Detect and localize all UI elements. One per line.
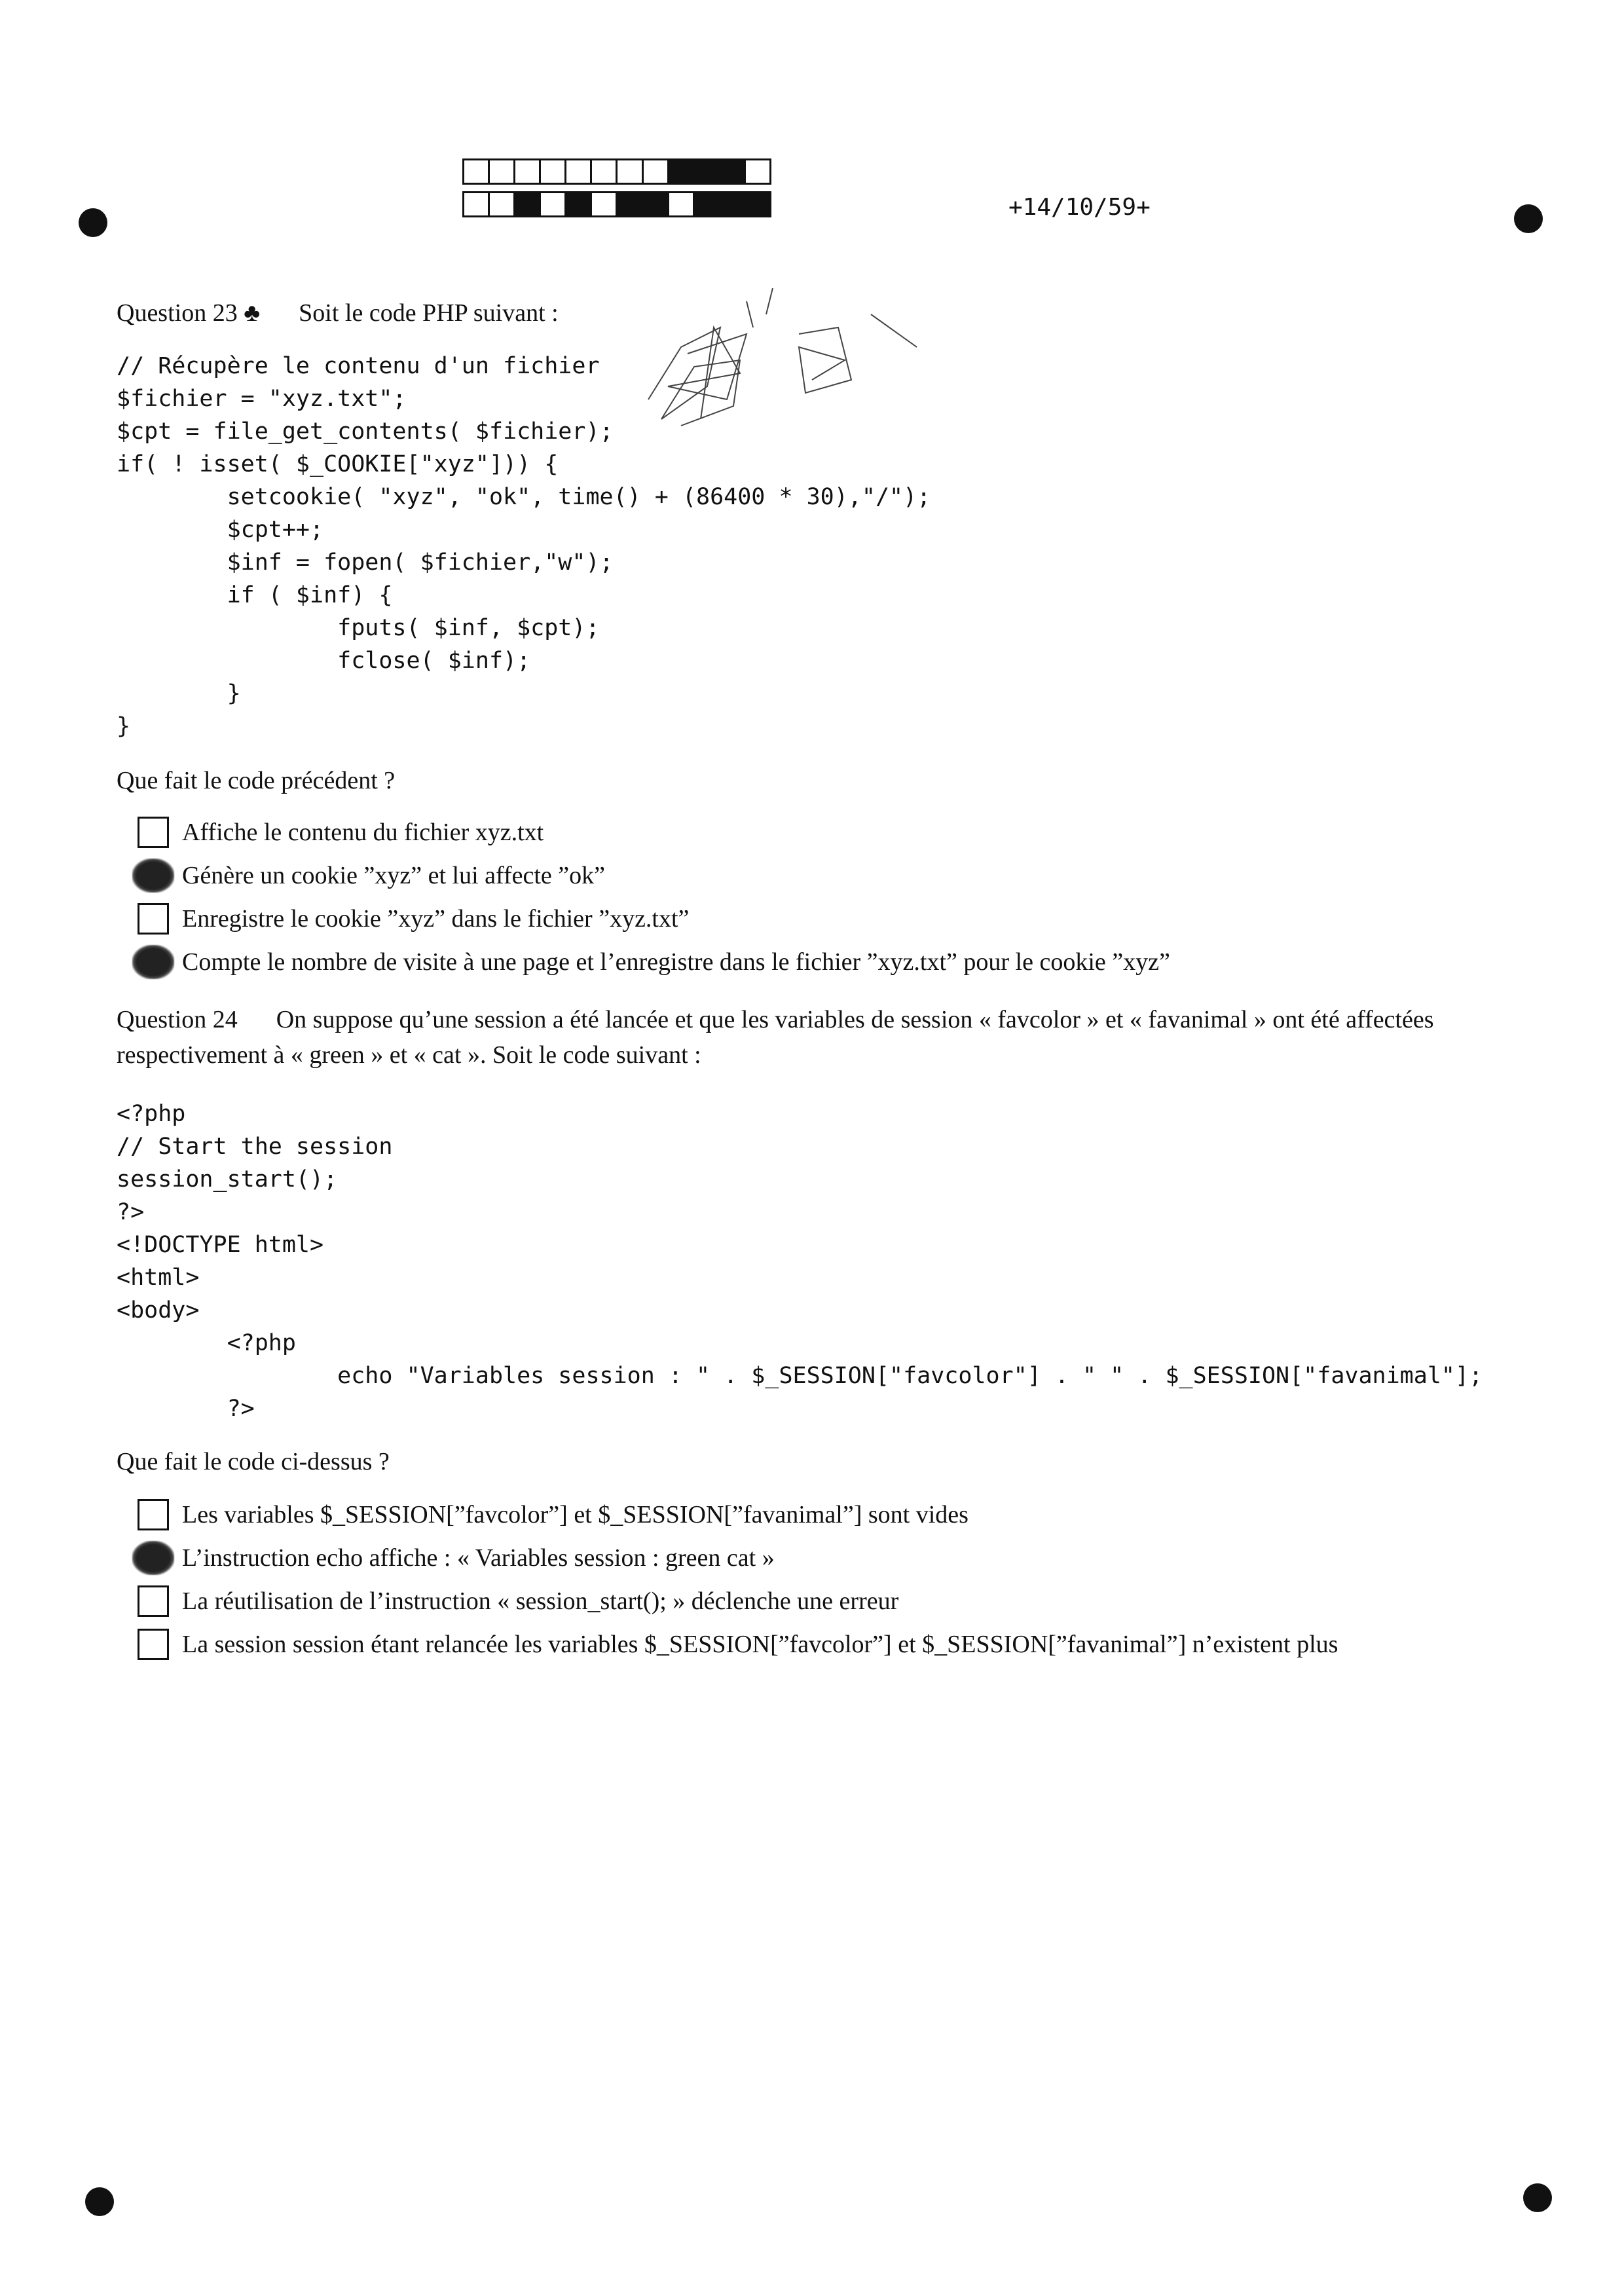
barcode-cell — [592, 193, 618, 215]
barcode-cell — [618, 193, 643, 215]
barcode-cell — [490, 160, 515, 183]
registration-mark-bottom-left — [85, 2187, 114, 2216]
q24-checkbox-4[interactable] — [138, 1629, 169, 1660]
q23-answer-1-text: Affiche le contenu du fichier xyz.txt — [182, 819, 544, 846]
q23-checkbox-1[interactable] — [138, 817, 169, 848]
barcode-cell — [720, 193, 746, 215]
q24-checkbox-3[interactable] — [138, 1585, 169, 1617]
q23-checkbox-2[interactable] — [132, 859, 175, 893]
barcode-cell — [746, 160, 769, 183]
barcode-cell — [669, 160, 695, 183]
barcode-cell — [644, 160, 669, 183]
q23-answers — [138, 811, 1170, 984]
club-icon: ♣ — [244, 299, 261, 327]
q24-checkbox-1[interactable] — [138, 1499, 169, 1530]
q23-checkbox-3[interactable] — [138, 903, 169, 935]
barcode-row-1 — [462, 158, 771, 185]
barcode-cell — [695, 160, 720, 183]
registration-mark-top-left — [79, 208, 107, 237]
q23-heading — [117, 299, 559, 327]
barcode-cell — [746, 193, 769, 215]
q24-checkbox-2[interactable] — [132, 1541, 175, 1576]
barcode-cell — [720, 160, 746, 183]
barcode-cell — [644, 193, 669, 215]
q24-answer-1-text: Les variables $_SESSION[”favcolor”] et $_SESSION[”favanimal”] sont vides — [182, 1501, 969, 1528]
barcode-row-2 — [462, 191, 771, 217]
q23-code: // Récupère le contenu d'un fichier $fichier = "xyz.txt"; $cpt = file_get_contents( $fichier); if( ! isset( $_COOKIE["xyz"])) { setcookie( "xyz", "ok", time() + (86400 * 30),"/"); $cpt++; $inf = fopen( $fichier,"w"); if ( $inf) { fputs( $inf, $cpt); fclose( $inf); } } — [117, 353, 931, 739]
q23-answer-3[interactable] — [138, 897, 1170, 940]
barcode-cell — [669, 193, 695, 215]
barcode-cell — [618, 160, 643, 183]
q23-label: Question 23 — [117, 299, 238, 327]
q24-answer-2[interactable] — [138, 1536, 1338, 1580]
q23-answer-4-text: Compte le nombre de visite à une page et l’enregistre dans le fichier ”xyz.txt” pour le cookie ”xyz” — [182, 948, 1170, 976]
barcode-cell — [515, 193, 541, 215]
registration-mark-top-right — [1514, 204, 1543, 233]
q24-answers — [138, 1493, 1338, 1666]
q24-answer-1[interactable] — [138, 1493, 1338, 1536]
q24-label: Question 24 — [117, 1006, 238, 1033]
barcode-cell — [695, 193, 720, 215]
q23-answer-2-text: Génère un cookie ”xyz” et lui affecte ”ok” — [182, 862, 605, 889]
barcode-cell — [592, 160, 618, 183]
q24-answer-3-text: La réutilisation de l’instruction « session_start(); » déclenche une erreur — [182, 1587, 899, 1615]
q23-checkbox-4[interactable] — [132, 945, 175, 980]
q24-intro: On suppose qu’une session a été lancée et que les variables de session « favcolor » et « favanimal » ont été affectées respectivement à « green » et « cat ». Soit le code suivant : — [117, 1006, 1434, 1069]
q23-answer-4[interactable] — [138, 940, 1170, 984]
barcode-cell — [566, 160, 592, 183]
q23-answer-3-text: Enregistre le cookie ”xyz” dans le fichier ”xyz.txt” — [182, 905, 690, 933]
q24-answer-4-text: La session session étant relancée les variables $_SESSION[”favcolor”] et $_SESSION[”favanimal”] n’existent plus — [182, 1631, 1338, 1658]
q24-answer-2-text: L’instruction echo affiche : « Variables session : green cat » — [182, 1544, 775, 1572]
barcode-cell — [566, 193, 592, 215]
barcode-cell — [541, 160, 566, 183]
barcode-cell — [464, 193, 490, 215]
page-id: +14/10/59+ — [1008, 194, 1151, 221]
q24-prompt: Que fait le code ci-dessus ? — [117, 1448, 390, 1475]
barcode-cell — [515, 160, 541, 183]
q24-answer-4[interactable] — [138, 1623, 1338, 1666]
q24-heading — [117, 1002, 1531, 1073]
q24-answer-3[interactable] — [138, 1580, 1338, 1623]
q23-intro: Soit le code PHP suivant : — [299, 299, 559, 327]
q23-answer-2[interactable] — [138, 854, 1170, 897]
barcode-cell — [464, 160, 490, 183]
q23-prompt: Que fait le code précédent ? — [117, 767, 396, 794]
barcode-cell — [541, 193, 566, 215]
q23-answer-1[interactable] — [138, 811, 1170, 854]
barcode-cell — [490, 193, 515, 215]
q24-code: <?php // Start the session session_start(); ?> <!DOCTYPE html> <html> <body> <?php echo "Variables session : " . $_SESSION["favcolor"] . " " . $_SESSION["favanimal"]; ?> — [117, 1101, 1483, 1422]
registration-mark-bottom-right — [1523, 2183, 1552, 2212]
